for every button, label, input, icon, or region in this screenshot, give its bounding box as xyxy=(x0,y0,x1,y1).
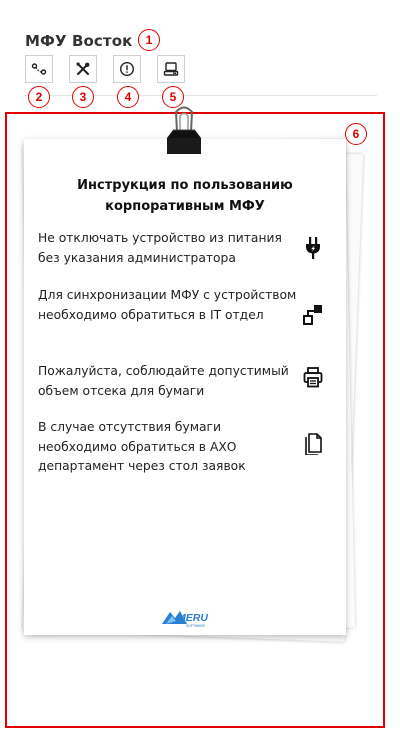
logo-text: MERU xyxy=(177,612,208,624)
printer-icon xyxy=(301,365,325,391)
tools-icon xyxy=(75,61,91,77)
network-icon xyxy=(301,302,325,328)
logo-tagline: SOFTWARE xyxy=(186,624,206,628)
route-icon xyxy=(31,61,47,77)
instruction-item: Не отключать устройство из питания без указания администратора xyxy=(38,231,282,265)
instruction-item: Для синхронизации МФУ с устройством необходимо обратиться в IT отдел xyxy=(38,288,297,322)
tools-button[interactable] xyxy=(69,55,97,83)
instruction-sheet xyxy=(24,139,346,635)
annotation-badge: 5 xyxy=(162,86,184,108)
alert-circle-icon xyxy=(119,61,135,77)
annotation-badge: 3 xyxy=(72,86,94,108)
alert-button[interactable] xyxy=(113,55,141,83)
binder-clip-icon xyxy=(163,104,205,156)
annotation-badge: 4 xyxy=(117,86,139,108)
route-button[interactable] xyxy=(25,55,53,83)
page-title: МФУ Восток xyxy=(25,32,133,50)
meru-logo xyxy=(160,607,212,629)
plug-icon xyxy=(301,235,325,261)
copy-icon xyxy=(301,429,325,455)
annotation-badge: 1 xyxy=(138,29,160,51)
annotation-badge: 2 xyxy=(28,86,50,108)
device-button[interactable] xyxy=(157,55,185,83)
instruction-item: Пожалуйста, соблюдайте допустимый объем отсека для бумаги xyxy=(38,364,289,398)
instruction-title: Инструкция по пользованию корпоративным МФУ xyxy=(77,178,293,214)
device-icon xyxy=(163,61,179,77)
instruction-item: В случае отсутствия бумаги необходимо обратиться в АХО департамент через стол заявок xyxy=(38,420,246,473)
annotation-badge: 6 xyxy=(345,123,367,145)
